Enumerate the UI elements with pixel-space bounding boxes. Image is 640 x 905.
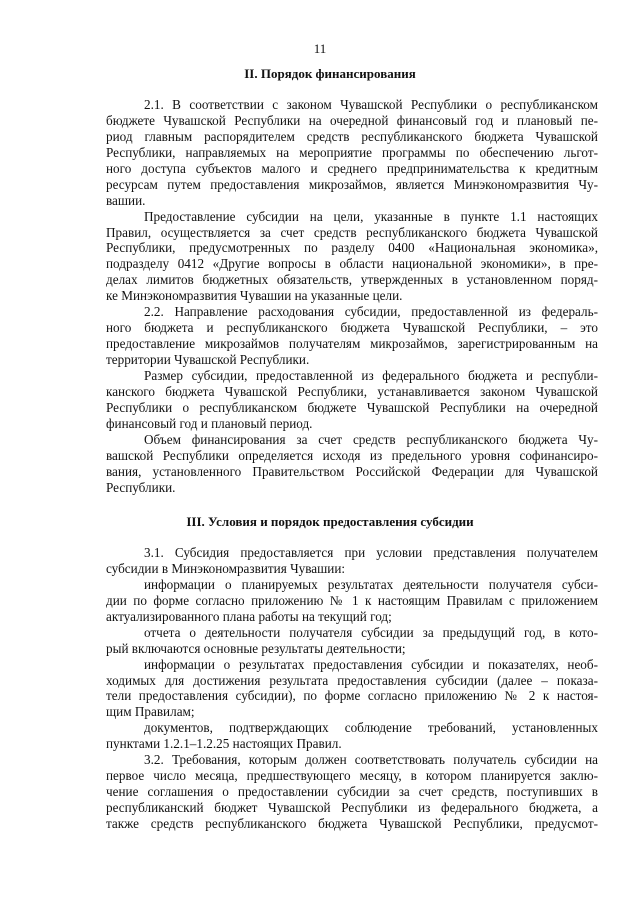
text-line: 3.2. Требования, которым должен соответствовать получатель субсидии на — [144, 752, 598, 768]
section-2-paragraph — [106, 304, 598, 368]
text-line: 2.2. Направление расходования субсидии, предоставленной из федераль- — [144, 304, 598, 320]
section-2-body — [106, 97, 598, 495]
text-line: ходимых для достижения результата предоставления субсидии (далее – показа- — [106, 672, 598, 688]
section-3-body — [106, 545, 598, 832]
text-line: 2.1. В соответствии с законом Чувашской Республики о республиканском — [144, 97, 598, 112]
text-line: республиканский бюджет Чувашской Республики из федерального бюджета, а — [106, 800, 598, 815]
section-3-paragraph — [106, 720, 598, 752]
text-line: рый включаются основные результаты деятельности; — [106, 640, 406, 656]
text-line: Размер субсидии, предоставленной из федерального бюджета и республи- — [144, 367, 598, 383]
text-line: Республики, направляемых на мероприятие программы по обеспечению льгот- — [106, 144, 598, 160]
text-line: вашии. — [106, 192, 146, 208]
text-line: субсидии в Минэкономразвития Чувашии: — [106, 560, 346, 576]
section-2-paragraph — [106, 432, 598, 496]
text-line: бюджете Чувашской Республики на очередной финансовый год и плановый пе- — [106, 112, 598, 128]
text-line: документов, подтверждающих соблюдение требований, установленных — [144, 720, 598, 736]
text-line: также средств республиканского бюджета Чувашской Республики, предусмот- — [106, 815, 598, 831]
text-line: актуализированного плана работы на текущий год; — [106, 608, 392, 624]
text-line: 3.1. Субсидия предоставляется при условии представления получателем — [144, 545, 598, 560]
text-line: Республики. — [106, 479, 176, 495]
section-3-paragraph — [106, 545, 598, 577]
text-line: дии по форме согласно приложению № 1 к настоящим Правилам с приложением — [106, 592, 598, 608]
text-line: ного бюджета и республиканского бюджета Чувашской Республики, – это — [106, 320, 598, 336]
section-2-paragraph — [106, 209, 598, 305]
text-line: Республики о республиканском бюджете Чувашской Республики на очередной — [106, 399, 598, 415]
section-2-heading: II. Порядок финансирования — [244, 66, 416, 81]
section-3-paragraph — [106, 752, 598, 832]
text-line: Предоставление субсидии на цели, указанные в пункте 1.1 настоящих — [144, 208, 598, 224]
section-3-paragraph — [106, 577, 598, 625]
text-line: информации о результатах предоставления субсидии и показателях, необ- — [144, 656, 598, 672]
page-number: 11 — [313, 41, 327, 56]
text-line: Республики, предусмотренных по разделу 0400 «Национальная экономика», — [106, 240, 598, 256]
section-3-heading: III. Условия и порядок предоставления субсидии — [186, 514, 474, 529]
text-line: отчета о деятельности получателя субсидии за предыдущий год, в кото- — [144, 624, 598, 640]
text-line: щим Правилам; — [106, 704, 195, 720]
text-line: пунктами 1.2.1–1.2.25 настоящих Правил. — [106, 736, 342, 752]
text-line: вания, установленного Правительством Российской Федерации для Чувашской — [106, 463, 598, 479]
text-line: ресурсам путем предоставления микрозаймов, является Минэкономразвития Чу- — [106, 176, 598, 192]
text-line: чение соглашения о предоставлении субсидии за счет средств, поступивших в — [106, 784, 598, 800]
text-line: подразделу 0412 «Другие вопросы в области национальной экономики», в пре- — [106, 256, 598, 272]
text-line: информации о планируемых результатах деятельности получателя субси- — [144, 576, 598, 592]
section-2-paragraph — [106, 97, 598, 209]
text-line: делах лимитов бюджетных обязательств, утвержденных в установленном поряд- — [106, 272, 598, 288]
text-line: финансовый год и плановый период. — [106, 415, 313, 431]
section-3-paragraph — [106, 657, 598, 721]
text-line: риод главным распорядителем средств республиканского бюджета Чувашской — [106, 128, 598, 144]
text-line: первое число месяца, предшествующего месяцу, в котором планируется заклю- — [106, 768, 598, 784]
text-line: канского бюджета Чувашской Республики, устанавливается законом Чувашской — [106, 383, 598, 399]
text-line: ке Минэкономразвития Чувашии на указанные цели. — [106, 288, 403, 304]
text-line: территории Чувашской Республики. — [106, 352, 310, 367]
text-line: вашской Республики определяется исходя из предельного уровня софинансиро- — [106, 447, 598, 463]
text-line: Объем финансирования за счет средств республиканского бюджета Чу- — [144, 431, 598, 447]
section-2-paragraph — [106, 368, 598, 432]
text-line: ного доступа субъектов малого и среднего предпринимательства к кредитным — [106, 160, 598, 176]
text-line: Правил, осуществляется за счет средств республиканского бюджета Чувашской — [106, 224, 598, 240]
section-3-paragraph — [106, 625, 598, 657]
text-line: предоставление микрозаймов получателям микрозаймов, зарегистрированным на — [106, 336, 598, 352]
text-line: тели предоставления субсидии), по форме согласно приложению № 2 к настоя- — [106, 688, 598, 704]
